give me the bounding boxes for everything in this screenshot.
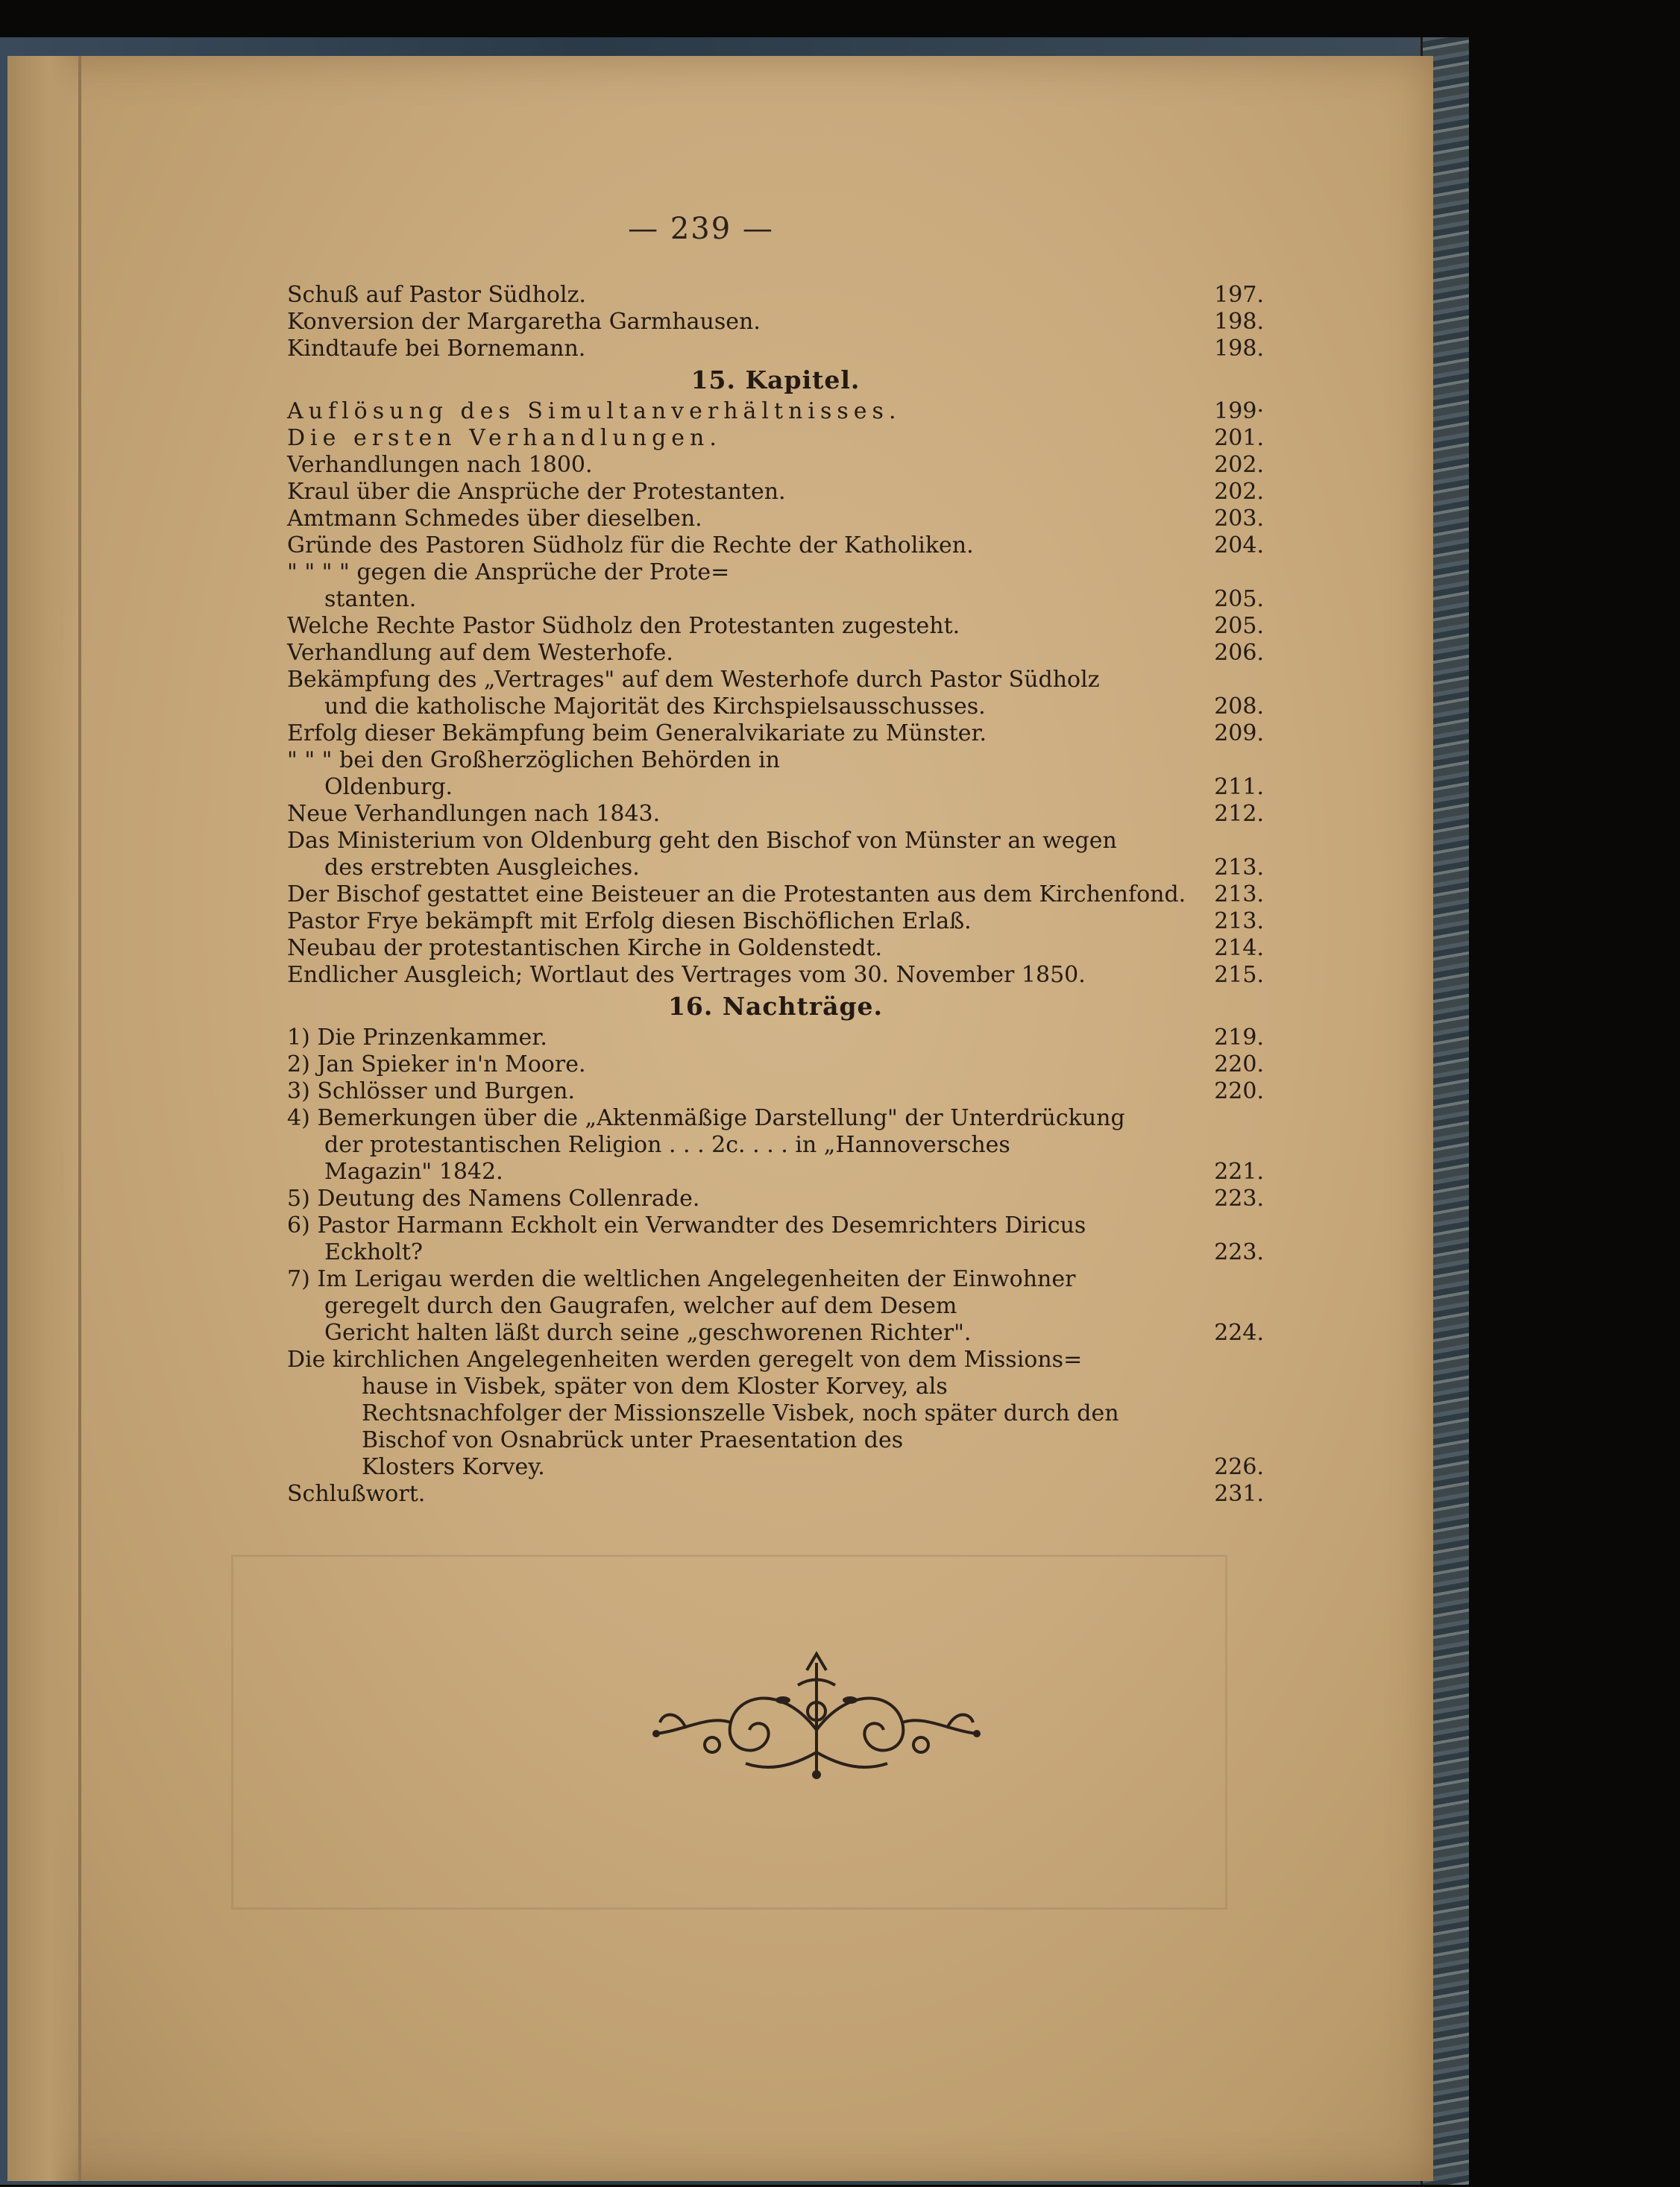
toc-entry	[287, 774, 1264, 801]
toc-entry	[287, 532, 1264, 559]
chapter-heading: 15. Kapitel.	[690, 365, 861, 394]
table-of-contents	[287, 282, 1264, 1508]
toc-entry	[287, 1454, 1264, 1481]
toc-entry-page: 211.	[1214, 774, 1264, 800]
toc-entry-title: 6) Pastor Harmann Eckholt ein Verwandter des Desemrichters Diricus	[287, 1212, 1086, 1239]
toc-entry	[287, 720, 1264, 747]
toc-entry	[287, 1373, 1264, 1400]
toc-entry-page: 198.	[1214, 336, 1264, 362]
toc-entry-page: 213.	[1214, 855, 1264, 881]
toc-entry-page: 220.	[1214, 1051, 1264, 1077]
toc-entry	[287, 1320, 1264, 1347]
toc-entry-title: Schlußwort.	[287, 1481, 426, 1507]
toc-entry-title: 7) Im Lerigau werden die weltlichen Angelegenheiten der Einwohner	[287, 1266, 1076, 1292]
toc-entry-title: 4) Bemerkungen über die „Aktenmäßige Darstellung" der Unterdrückung	[287, 1105, 1125, 1131]
toc-entry-title: Bischof von Osnabrück unter Praesentation des	[362, 1427, 904, 1453]
toc-entry	[287, 962, 1264, 989]
toc-entry-page: 198.	[1214, 309, 1264, 335]
toc-entry	[287, 1293, 1264, 1320]
toc-entry-title: Schuß auf Pastor Südholz.	[287, 282, 586, 308]
toc-entry-page: 224.	[1214, 1320, 1264, 1346]
toc-entry-title: Die ersten Verhandlungen.	[287, 425, 722, 451]
toc-entry-title: Eckholt?	[324, 1239, 423, 1265]
toc-entry	[287, 1159, 1264, 1186]
toc-entry	[287, 935, 1264, 962]
toc-entry-title: 5) Deutung des Namens Collenrade.	[287, 1186, 700, 1212]
floral-vignette-icon	[641, 1640, 992, 1790]
toc-entry	[287, 506, 1264, 532]
toc-entry-page: 205.	[1214, 613, 1264, 639]
toc-entry-title: 3) Schlösser und Burgen.	[287, 1078, 575, 1104]
toc-entry-title: Amtmann Schmedes über dieselben.	[287, 506, 702, 532]
toc-entry-title: Pastor Frye bekämpft mit Erfolg diesen Bischöflichen Erlaß.	[287, 908, 972, 934]
toc-entry-page: 215.	[1214, 962, 1264, 988]
toc-entry-title: Auflösung des Simultanverhältnisses.	[287, 398, 902, 424]
toc-entry	[287, 398, 1264, 425]
toc-entry-title: Erfolg dieser Bekämpfung beim Generalvikariate zu Münster.	[287, 720, 987, 746]
toc-entry-page: 197.	[1214, 282, 1264, 308]
toc-entry-title: Gericht halten läßt durch seine „geschworenen Richter".	[324, 1320, 972, 1346]
page-gutter	[7, 56, 81, 2181]
toc-entry-page: 221.	[1214, 1159, 1264, 1185]
toc-entry-page: 202.	[1214, 479, 1264, 505]
toc-entry-title: Verhandlungen nach 1800.	[287, 452, 593, 478]
toc-entry-page: 209.	[1214, 720, 1264, 746]
toc-entry-page: 226.	[1214, 1454, 1264, 1480]
toc-entry-title: Welche Rechte Pastor Südholz den Protestanten zugesteht.	[287, 613, 960, 639]
toc-entry	[287, 908, 1264, 935]
toc-entry-page: 220.	[1214, 1078, 1264, 1104]
toc-entry-title: " " " " gegen die Ansprüche der Prote=	[287, 559, 730, 585]
toc-entry	[287, 1078, 1264, 1105]
toc-entry-title: Der Bischof gestattet eine Beisteuer an die Protestanten aus dem Kirchenfond.	[287, 881, 1186, 907]
toc-entry-page: 199·	[1214, 398, 1264, 424]
toc-entry-title: hause in Visbek, später von dem Kloster Korvey, als	[362, 1373, 948, 1400]
toc-entry	[287, 828, 1264, 855]
toc-entry-title: und die katholische Majorität des Kirchspielsausschusses.	[324, 693, 986, 720]
toc-entry-page: 213.	[1214, 908, 1264, 934]
toc-entry-page: 205.	[1214, 586, 1264, 612]
toc-entry	[287, 479, 1264, 506]
toc-entry-page: 223.	[1214, 1186, 1264, 1212]
toc-entry-title: Neubau der protestantischen Kirche in Goldenstedt.	[287, 935, 883, 961]
toc-entry-title: Kraul über die Ansprüche der Protestanten.	[287, 479, 786, 505]
toc-entry-page: 223.	[1214, 1239, 1264, 1265]
toc-entry	[287, 667, 1264, 693]
toc-entry	[287, 613, 1264, 640]
toc-entry-title: des erstrebten Ausgleiches.	[324, 855, 640, 881]
toc-entry-page: 203.	[1214, 506, 1264, 532]
toc-entry-page: 213.	[1214, 881, 1264, 907]
toc-entry	[287, 1400, 1264, 1427]
toc-entry	[287, 282, 1264, 309]
toc-entry	[287, 1212, 1264, 1239]
chapter-heading: 16. Nachträge.	[667, 992, 884, 1021]
toc-entry	[287, 881, 1264, 908]
toc-entry-title: Kindtaufe bei Bornemann.	[287, 336, 586, 362]
toc-entry-title: " " " bei den Großherzöglichen Behörden in	[287, 747, 780, 773]
toc-entry-title: Neue Verhandlungen nach 1843.	[287, 801, 661, 827]
toc-entry	[287, 1481, 1264, 1508]
toc-entry-page: 202.	[1214, 452, 1264, 478]
toc-entry-title: Das Ministerium von Oldenburg geht den Bischof von Münster an wegen	[287, 828, 1117, 854]
toc-entry-title: 2) Jan Spieker in'n Moore.	[287, 1051, 586, 1077]
toc-entry	[287, 586, 1264, 613]
toc-entry-title: stanten.	[324, 586, 417, 612]
toc-entry	[287, 693, 1264, 720]
toc-entry-title: geregelt durch den Gaugrafen, welcher auf dem Desem	[324, 1293, 957, 1319]
toc-entry	[287, 1025, 1264, 1051]
toc-entry-page: 214.	[1214, 935, 1264, 961]
toc-entry	[287, 1427, 1264, 1454]
toc-entry-page: 204.	[1214, 532, 1264, 558]
toc-entry-title: Rechtsnachfolger der Missionszelle Visbek, noch später durch den	[362, 1400, 1119, 1426]
toc-entry-title: Bekämpfung des „Vertrages" auf dem Westerhofe durch Pastor Südholz	[287, 667, 1100, 693]
toc-entry	[287, 452, 1264, 479]
toc-entry	[287, 1186, 1264, 1212]
toc-entry-page: 201.	[1214, 425, 1264, 451]
toc-entry	[287, 1347, 1264, 1373]
toc-entry	[287, 1239, 1264, 1266]
toc-entry	[287, 1132, 1264, 1159]
toc-entry-title: Endlicher Ausgleich; Wortlaut des Vertrages vom 30. November 1850.	[287, 962, 1086, 988]
toc-entry	[287, 640, 1264, 667]
toc-entry-title: Verhandlung auf dem Westerhofe.	[287, 640, 673, 666]
toc-entry	[287, 559, 1264, 586]
toc-entry-title: 1) Die Prinzenkammer.	[287, 1025, 547, 1051]
toc-entry	[287, 801, 1264, 828]
toc-entry	[287, 336, 1264, 362]
toc-entry-page: 208.	[1214, 693, 1264, 720]
toc-entry	[287, 747, 1264, 774]
toc-entry	[287, 1266, 1264, 1293]
toc-entry-page: 212.	[1214, 801, 1264, 827]
page-number: — 239 —	[628, 212, 774, 246]
toc-entry-title: der protestantischen Religion . . . 2c. . . . in „Hannoversches	[324, 1132, 1010, 1158]
toc-entry-page: 231.	[1214, 1481, 1264, 1507]
toc-entry-title: Gründe des Pastoren Südholz für die Rechte der Katholiken.	[287, 532, 974, 558]
toc-entry-title: Oldenburg.	[324, 774, 453, 800]
toc-entry-title: Die kirchlichen Angelegenheiten werden geregelt von dem Missions=	[287, 1347, 1083, 1373]
toc-entry	[287, 1051, 1264, 1078]
toc-entry	[287, 425, 1264, 452]
toc-entry-page: 206.	[1214, 640, 1264, 666]
toc-entry-title: Konversion der Margaretha Garmhausen.	[287, 309, 761, 335]
toc-entry	[287, 309, 1264, 336]
toc-entry-title: Magazin" 1842.	[324, 1159, 503, 1185]
toc-entry-title: Klosters Korvey.	[362, 1454, 545, 1480]
toc-entry	[287, 1105, 1264, 1132]
toc-entry	[287, 855, 1264, 881]
toc-entry-page: 219.	[1214, 1025, 1264, 1051]
